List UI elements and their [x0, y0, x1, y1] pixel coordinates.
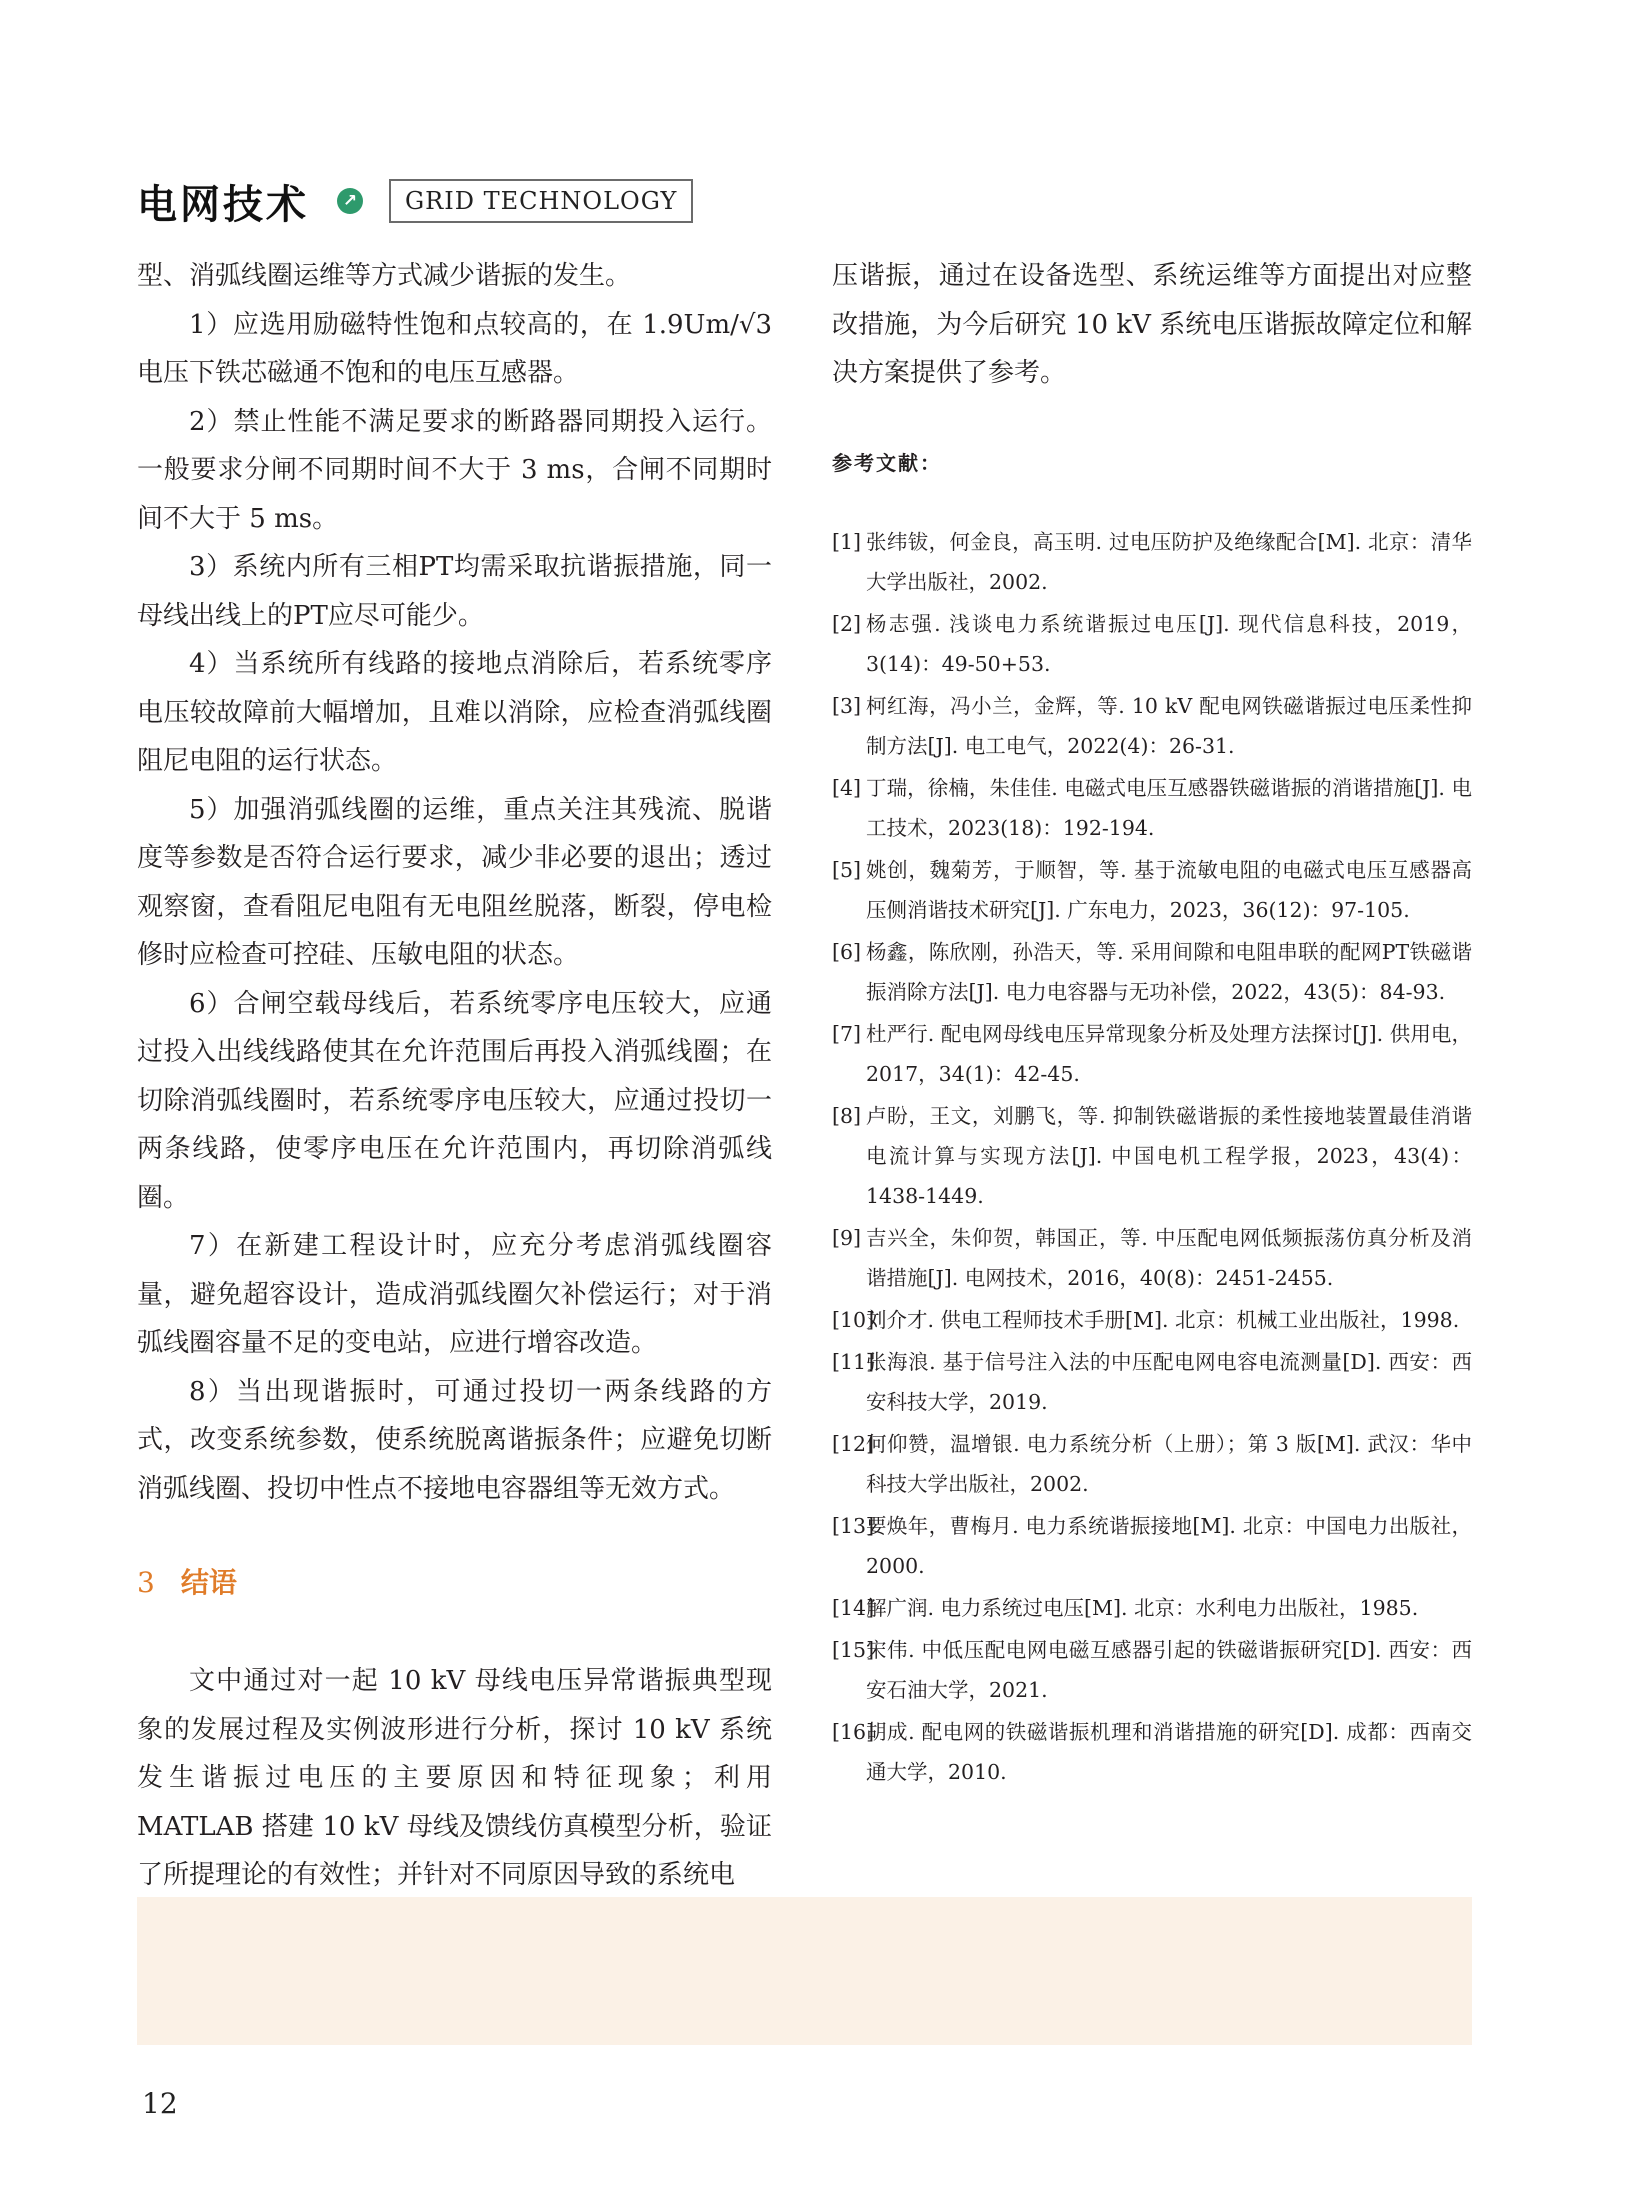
measure-item-8: 8）当出现谐振时，可通过投切一两条线路的方式，改变系统参数，使系统脱离谐振条件；应避免切断消弧线圈、投切中性点不接地电容器组等无效方式。 [137, 1376, 772, 1504]
reference-item [832, 932, 1472, 1012]
journal-header [137, 170, 693, 232]
reference-text: 杨志强. 浅谈电力系统谐振过电压[J]. 现代信息科技，2019，3(14)：49-50+53. [866, 611, 1472, 676]
body-paragraph: 型、消弧线圈运维等方式减少谐振的发生。 [137, 261, 632, 291]
reference-number: [3] [832, 693, 862, 718]
reference-number: [8] [832, 1103, 862, 1128]
reference-number: [10] [832, 1307, 875, 1332]
measure-item-1: 1）应选用励磁特性饱和点较高的，在 1.9Um/√3 电压下铁芯磁通不饱和的电压互感器。 [137, 309, 772, 388]
reference-number: [2] [832, 611, 862, 636]
journal-title-en: GRID TECHNOLOGY [389, 179, 693, 223]
reference-item [832, 1300, 1472, 1340]
reference-text: 丁瑞，徐楠，朱佳佳. 电磁式电压互感器铁磁谐振的消谐措施[J]. 电工技术，2023(18)：192-194. [866, 775, 1472, 840]
reference-text: 宋伟. 中低压配电网电磁互感器引起的铁磁谐振研究[D]. 西安：西安石油大学，2021. [866, 1637, 1472, 1702]
left-column [137, 252, 772, 1900]
reference-item [832, 1588, 1472, 1628]
reference-text: 杜严行. 配电网母线电压异常现象分析及处理方法探讨[J]. 供用电，2017，34(1)：42-45. [866, 1021, 1472, 1086]
reference-number: [16] [832, 1719, 875, 1744]
reference-item [832, 1342, 1472, 1422]
reference-number: [11] [832, 1349, 875, 1374]
arrow-up-right-icon: ↗ [337, 188, 363, 214]
reference-item [832, 1506, 1472, 1586]
reference-number: [6] [832, 939, 862, 964]
reference-number: [9] [832, 1225, 862, 1250]
bottom-shaded-panel [137, 1897, 1472, 2045]
reference-text: 姚创，魏菊芳，于顺智，等. 基于流敏电阻的电磁式电压互感器高压侧消谐技术研究[J]. 广东电力，2023，36(12)：97-105. [866, 857, 1472, 922]
references-heading: 参考文献： [832, 450, 942, 475]
reference-number: [13] [832, 1513, 875, 1538]
reference-list [832, 522, 1472, 1792]
conclusion-continuation: 压谐振，通过在设备选型、系统运维等方面提出对应整改措施，为今后研究 10 kV 系统电压谐振故障定位和解决方案提供了参考。 [832, 261, 1472, 388]
page-number: 12 [142, 2087, 178, 2120]
measure-item-5: 5）加强消弧线圈的运维，重点关注其残流、脱谐度等参数是否符合运行要求，减少非必要的退出；透过观察窗，查看阻尼电阻有无电阻丝脱落，断裂，停电检修时应检查可控硅、压敏电阻的状态。 [137, 794, 772, 970]
reference-text: 刘介才. 供电工程师技术手册[M]. 北京：机械工业出版社，1998. [866, 1307, 1460, 1332]
reference-item [832, 1424, 1472, 1504]
section-number: 3 [137, 1566, 155, 1599]
measure-item-3: 3）系统内所有三相PT均需采取抗谐振措施，同一母线出线上的PT应尽可能少。 [137, 552, 772, 631]
journal-title-cn: 电网技术 [137, 181, 309, 228]
reference-text: 杨鑫，陈欣刚，孙浩天，等. 采用间隙和电阻串联的配网PT铁磁谐振消除方法[J]. 电力电容器与无功补偿，2022，43(5)：84-93. [866, 939, 1472, 1004]
reference-number: [12] [832, 1431, 875, 1456]
measure-item-6: 6）合闸空载母线后，若系统零序电压较大，应通过投入出线线路使其在允许范围后再投入消弧线圈；在切除消弧线圈时，若系统零序电压较大，应通过投切一两条线路，使零序电压在允许范围内，再切除消弧线圈。 [137, 988, 772, 1213]
reference-text: 何仰赞，温增银. 电力系统分析（上册）；第 3 版[M]. 武汉：华中科技大学出版社，2002. [866, 1431, 1472, 1496]
reference-text: 吉兴全，朱仰贺，韩国正，等. 中压配电网低频振荡仿真分析及消谐措施[J]. 电网技术，2016，40(8)：2451-2455. [866, 1225, 1472, 1290]
reference-number: [4] [832, 775, 862, 800]
measure-item-2: 2）禁止性能不满足要求的断路器同期投入运行。一般要求分闸不同期时间不大于 3 ms，合闸不同期时间不大于 5 ms。 [137, 406, 772, 534]
reference-number: [7] [832, 1021, 862, 1046]
reference-item [832, 686, 1472, 766]
conclusion-paragraph: 文中通过对一起 10 kV 母线电压异常谐振典型现象的发展过程及实例波形进行分析，探讨 10 kV 系统发生谐振过电压的主要原因和特征现象；利用 MATLAB 搭建 10 kV 母线及馈线仿真模型分析，验证了所提理论的有效性；并针对不同原因导致的系统电 [137, 1666, 772, 1890]
reference-item [832, 850, 1472, 930]
reference-text: 张海浪. 基于信号注入法的中压配电网电容电流测量[D]. 西安：西安科技大学，2019. [866, 1349, 1472, 1414]
reference-item [832, 1712, 1472, 1792]
reference-item [832, 604, 1472, 684]
reference-item [832, 1014, 1472, 1094]
reference-item [832, 768, 1472, 848]
section-title: 结语 [180, 1566, 237, 1599]
reference-number: [15] [832, 1637, 875, 1662]
section-heading [137, 1563, 772, 1603]
reference-number: [14] [832, 1595, 875, 1620]
reference-text: 张纬钹，何金良，高玉明. 过电压防护及绝缘配合[M]. 北京：清华大学出版社，2002. [866, 529, 1472, 594]
reference-item [832, 522, 1472, 602]
measure-item-4: 4）当系统所有线路的接地点消除后，若系统零序电压较故障前大幅增加，且难以消除，应检查消弧线圈阻尼电阻的运行状态。 [137, 649, 772, 776]
reference-number: [5] [832, 857, 862, 882]
reference-item [832, 1630, 1472, 1710]
right-column [832, 252, 1472, 1794]
reference-text: 要焕年，曹梅月. 电力系统谐振接地[M]. 北京：中国电力出版社，2000. [866, 1513, 1472, 1578]
reference-text: 卢盼，王文，刘鹏飞，等. 抑制铁磁谐振的柔性接地装置最佳消谐电流计算与实现方法[J]. 中国电机工程学报，2023，43(4)：1438-1449. [866, 1103, 1472, 1208]
reference-item [832, 1096, 1472, 1216]
reference-text: 柯红海，冯小兰，金辉，等. 10 kV 配电网铁磁谐振过电压柔性抑制方法[J]. 电工电气，2022(4)：26-31. [866, 693, 1472, 758]
reference-text: 解广润. 电力系统过电压[M]. 北京：水利电力出版社，1985. [866, 1595, 1419, 1620]
measure-item-7: 7）在新建工程设计时，应充分考虑消弧线圈容量，避免超容设计，造成消弧线圈欠补偿运行；对于消弧线圈容量不足的变电站，应进行增容改造。 [137, 1231, 772, 1358]
reference-number: [1] [832, 529, 862, 554]
reference-item [832, 1218, 1472, 1298]
reference-text: 胡成. 配电网的铁磁谐振机理和消谐措施的研究[D]. 成都：西南交通大学，2010. [866, 1719, 1472, 1784]
